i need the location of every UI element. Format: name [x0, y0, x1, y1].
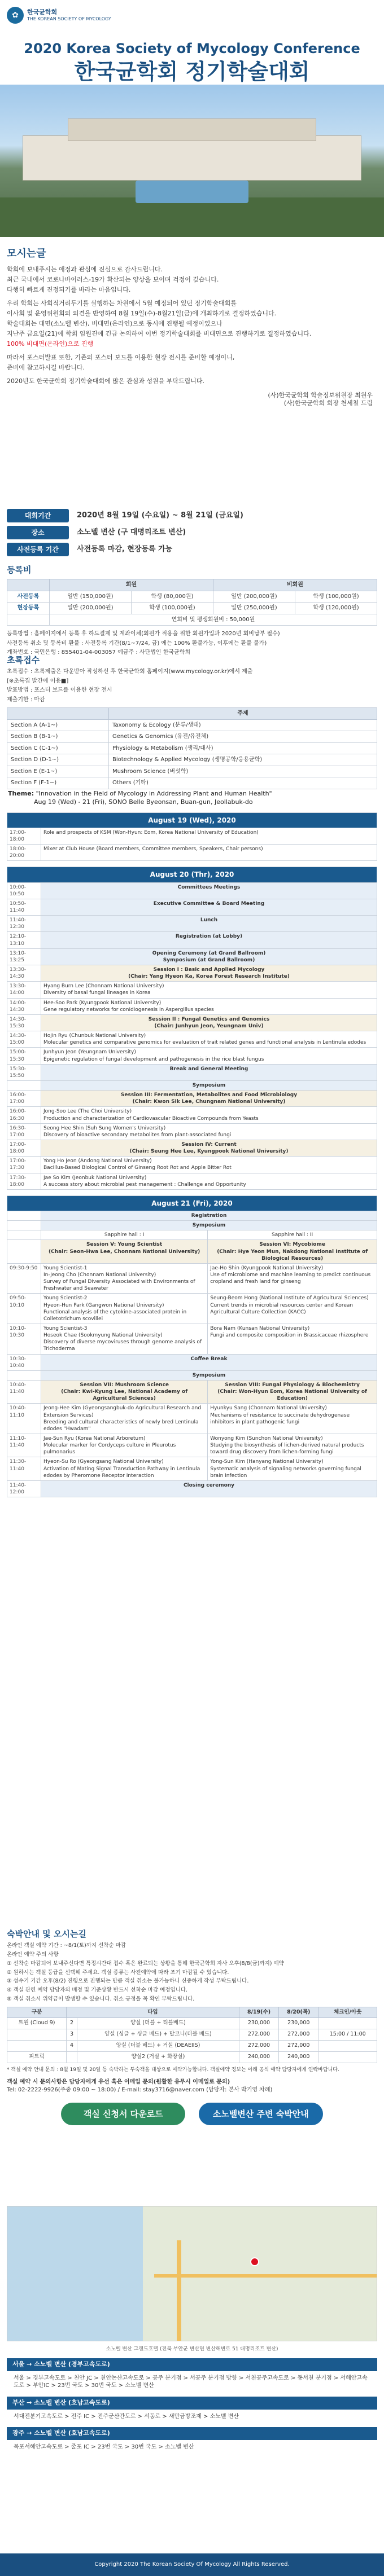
date-label: 대회기간: [7, 509, 69, 522]
abstract-section: 초록접수 초록접수 : 초록제출은 다운받아 작성하신 후 한국균학회 홈페이지(www.mycology.or.kr)에서 제출 [※초록집 발간에 이용■] 발표방법 : 포스터 보드를 이용한 현장 전시 제출기한 : 마감 주제 Section A (A-1~) Taxonomy & Ecology (분류/생태) Section B (B-1~) Genetics & Genomics (유전/유전체) Section C (C-1~) Physiology & Metabolism (생리/대사) Section D (D-1~) Biotechnology & Applied Mycology (생명공학/응용균학) Section E (E-1~) Mushroom Science (버섯학) Section F (F-1~) Others (기타): [0, 654, 384, 789]
table-row: 4 양실 (더블 베드) + 거실 (DEAEIIS) 272,000 272,000: [7, 2041, 377, 2052]
table-row: 14:30-15:30 Session II : Fungal Genetics and Genomics (Chair: Junhyun Jeon, Yeungnam Univ): [7, 1014, 377, 1031]
signature-1: (사)한국균학회 학술정보위원장 최원우: [268, 391, 373, 399]
table-row: 10:50-11:40 Executive Committee & Board Meeting: [7, 899, 377, 915]
signature-2: (사)한국균학회 회장 천세철 드림: [283, 399, 373, 407]
venue-map[interactable]: [7, 2206, 377, 2341]
place-label: 장소: [7, 526, 69, 539]
table-row: 트윈 (Cloud 9) 2 양실 (더블 + 티블베드) 230,000 230,000: [7, 2018, 377, 2029]
table-row: Symposium: [7, 1221, 377, 1230]
fee-section: 등록비 회원 비회원 사전등록 일반 (150,000원) 학생 (80,000원) 일반 (200,000원) 학생 (100,000원) 현장등록 일반 (200,000원) 학생 (100,000원) 일반 (250,000원) 학생 (120,000원) 연회비 및 평생회원비 : 50,000원 등록방법 : 홈페이지에서 등록 후 하드결제 및 계좌이체(회원가 적용을 위한 회원가입과 2020년 회비납부 필수) 사전등록 취소 및 등록비 환불 : 사전등록 기간(8/1~7/24, 금) 에는 100% 환불가능, 이후에는 환불 불가) 계좌번호 : 국민은행 : 855401-04-003057 예금주 : 사단법인 한국균학회: [0, 564, 384, 658]
greeting-section: 모시는글 학회에 보내주시는 애정과 관심에 진심으로 감사드립니다. 최근 국내에서 코로나바이러스-19가 확산되는 양상을 보이며 걱정이 깊습니다. 다행히 빠르게 진정되기를 바라는 마음입니다. 우리 학회는 사회적거리두기를 실행하는 차원에서 5월 예정되어 있던 정기학술대회를 이사회 및 운영위원회의 의견을 반영하여 8월 19일(수)-8월21일(금)에 개최하기로 결정하였습니다. 학술대회는 대면(소노벨 변산), 비대면(온라인)으로 동시에 진행될 예정이었으나 지난주 금요일(21)에 학회 임원진에 긴급 논의하여 이번 정기학술대회를 비대면으로 진행하기로 결정하였습니다. 100% 비대면(온라인)으로 진행 따라서 포스터발표 또한, 기존의 포스터 보드를 이용한 현장 전시를 준비할 예정이니, 준비에 참고하시길 바랍니다. 2020년도 한국균학회 정기학술대회에 많은 관심과 성원을 부탁드립니다. (사)한국균학회 학술정보위원장 최원우 (사)한국균학회 회장 천세철 드림: [0, 247, 384, 408]
day1-header: August 19 (Wed), 2020: [7, 812, 377, 828]
online-notice: 100% 비대면(온라인)으로 진행: [7, 340, 94, 348]
table-row: 사전등록 일반 (150,000원) 학생 (80,000원) 일반 (200,000원) 학생 (100,000원): [7, 591, 377, 603]
table-row: Section B (B-1~) Genetics & Genomics (유전/유전체): [7, 731, 377, 743]
table-row: 15:30-15:50 Break and General Meeting: [7, 1064, 377, 1080]
table-row: 17:00-18:00 Role and prospects of KSM (Won-Hyun: Eom, Korea National University of Education): [7, 828, 377, 844]
table-row: 11:10-11:40 Jae-Sun Ryu (Korea National Arboretum) Molecular marker for Cordyceps culture in Pleurotus pulmonarius Wonyong Kim (Sunchon National University) Studying the biosynthesis of lichen-derived natural products toward drug discovery from lichen-forming fungi: [7, 1434, 377, 1457]
table-row: Sapphire hall : I Sapphire hall : II: [7, 1230, 377, 1240]
theme-text: "Innovation in the Field of Mycology in Addressing Plant and Human Health": [36, 790, 272, 797]
program-day1-table: [7, 812, 377, 861]
registration-period-label: 사전등록 기간: [7, 543, 69, 556]
table-row: 10:10-10:30 Young Scientist-3 Hoseok Chae (Sookmyung National University) Discovery of diverse mycoviruses through genome analysis of Trichoderma Bora Nam (Kunsan National University) Fungi and composite composition in Brassicaceae rhizosphere: [7, 1324, 377, 1354]
table-row: 11:40-12:30 Lunch: [7, 916, 377, 932]
theme-subtitle: Aug 19 (Wed) - 21 (Fri), SONO Belle Byeonsan, Buan-gun, Jeollabuk-do: [34, 798, 253, 806]
mushroom-logo-icon: ✿: [7, 7, 24, 24]
day3-header: August 21 (Fri), 2020: [7, 1195, 377, 1211]
table-row: 3 양실 (싱글 + 싱글 베드) + 발코니(더블 베드) 272,000 272,000 15:00 / 11:00: [7, 2029, 377, 2041]
table-row: Symposium: [7, 1370, 377, 1380]
program-day3-table: [7, 1195, 377, 1497]
table-row: [7, 1195, 377, 1211]
room-form-download-button[interactable]: 객실 신청서 다운로드: [61, 2103, 185, 2125]
table-row: 11:30-11:40 Hyeon-Su Ro (Gyeongsang National University) Activation of Mating Signal Transduction Pathway in Lentinula edodes by Pheromone Receptor Interaction Yong-Sun Kim (Hanyang National University) Systematic analysis of signaling networks governing fungal brain infection: [7, 1457, 377, 1480]
table-row: 09:50-10:10 Young Scientist-2 Hyeon-Hun Park (Gangwon National University) Functional analysis of the cytokine-associated protein in Colletotrichum scovillei Seung-Beom Hong (National Institute of Agricultural Sciences) Current trends in microbial resources center and Korean Agricultural Culture Collection (KACC): [7, 1294, 377, 1324]
footer: Copyright 2020 The Korean Society Of Mycology All Rights Reserved.: [0, 2553, 384, 2576]
topics-table: [7, 707, 377, 789]
table-row: [7, 812, 377, 828]
table-row: 18:00-20:00 Mixer at Club House (Board members, Committee members, Speakers, Chair persons): [7, 845, 377, 861]
table-row: 13:10-13:25 Opening Ceremony (at Grand Ballroom) Symposium (at Grand Ballroom): [7, 948, 377, 965]
route-2-header: 부산 → 소노벨 변산 (호남고속도로): [7, 2397, 377, 2410]
route-3-header: 광주 → 소노벨 변산 (호남고속도로): [7, 2427, 377, 2440]
conference-title-ko: 한국균학회 정기학술대회: [74, 59, 310, 84]
venue-pin-icon: [250, 2257, 259, 2266]
header: [0, 0, 384, 35]
route-1-header: 서울 → 소노벨 변산 (경부고속도로): [7, 2358, 377, 2371]
table-row: 10:00-10:50 Committees Meetings: [7, 882, 377, 899]
table-row: 현장등록 일반 (200,000원) 학생 (100,000원) 일반 (250,000원) 학생 (120,000원): [7, 603, 377, 614]
date-value: 2020년 8월 19일 (수요일) ~ 8월 21일 (금요일): [77, 511, 243, 520]
table-row: 14:00-14:30 Hee-Soo Park (Kyungpook National University) Gene regulatory networks for conidiogenesis in Aspergillus species: [7, 998, 377, 1014]
table-row: Section D (D-1~) Biotechnology & Applied Mycology (생명공학/응용균학): [7, 754, 377, 766]
table-row: 10:40-11:10 Jeong-Hee Kim (Gyeongsangbuk-do Agricultural Research and Extension Services) Breeding and cultural characteristics of newly bred Lentinula edodes "Hwadam" Hyunkyu Sang (Chonnam National University) Mechanisms of resistance to succinate dehydrogenase inhibitors in plant pathogenic fungi: [7, 1404, 377, 1434]
table-row: 10:40-11:40 Session VII: Mushroom Science (Chair: Kwi-Kyung Lee, National Academy of Agricultural Sciences) Session VIII: Fungal Physiology & Biochemistry (Chair: Won-Hyun Eom, Korea National University of Education): [7, 1380, 377, 1403]
table-row: Section F (F-1~) Others (기타): [7, 777, 377, 789]
fee-title: 등록비: [7, 565, 32, 575]
table-row: Symposium: [7, 1081, 377, 1091]
abstract-title: 초록접수: [7, 655, 40, 665]
table-row: Section E (E-1~) Mushroom Science (버섯학): [7, 766, 377, 777]
conference-title-en: 2020 Korea Society of Mycology Conference: [24, 41, 360, 56]
routes-section: 서울 → 소노벨 변산 (경부고속도로) 서울 > 경부고속도로 > 천안 JC > 천안논산고속도로 > 공주 분기점 > 서공주 분기점 방향 > 서천공주고속도로 > 동서천 분기점 > 서해안고속도로 > 부안IC > 23번 국도 > 30번 국도 > 소노벨 변산 부산 → 소노벨 변산 (호남고속도로) 서대전분기고속도로 > 전주 IC > 전주군산간도로 > 서동로 > 새만금방조제 > 소노벨 변산 광주 → 소노벨 변산 (호남고속도로) 목포서해안고속도로 > 줄포 IC > 23번 국도 > 30번 국도 > 소노벨 변산: [0, 2358, 384, 2455]
logo-korean-name: 한국균학회: [27, 8, 58, 16]
table-row: 연회비 및 평생회원비 : 50,000원: [7, 614, 377, 626]
table-row: 17:00-18:00 Session IV: Current (Chair: Seung Hee Lee, Kyungpook National University): [7, 1140, 377, 1156]
table-row: Registration: [7, 1211, 377, 1221]
table-row: 13:30-14:30 Session I : Basic and Applied Mycology (Chair: Yang Hyeon Ka, Korea Forest Research Institute): [7, 965, 377, 982]
nearby-lodging-button[interactable]: 소노벨변산 주변 숙박안내: [199, 2103, 323, 2125]
fee-table: [7, 579, 377, 626]
table-row: 17:00-17:30 Yong Ho Jeon (Andong National University) Bacillus-Based Biological Control of Ginseng Root Rot and Apple Bitter Rot: [7, 1157, 377, 1173]
table-row: 13:30-14:00 Hyang Burn Lee (Chonnam National University) Diversity of basal fungal lineages in Korea: [7, 982, 377, 998]
registration-period-value: 사전등록 마감, 현장등록 가능: [77, 545, 173, 554]
table-row: 10:30-10:40 Coffee Break: [7, 1354, 377, 1370]
room-rate-table: [7, 2007, 377, 2063]
society-logo[interactable]: [7, 7, 111, 24]
table-row: 구분 타입 8/19(수) 8/20(목) 체크인/아웃: [7, 2007, 377, 2018]
table-row: 11:40-12:00 Closing ceremony: [7, 1480, 377, 1497]
table-row: 12:10-13:10 Registration (at Lobby): [7, 932, 377, 948]
table-row: 14:30-15:00 Hojin Ryu (Chunbuk National University) Molecular genetics and comparative genomics for evaluation of trait related genes and functional analysis in Lentinula edodes: [7, 1031, 377, 1048]
table-row: 16:00-17:00 Session III: Fermentation, Metabolites and Food Microbiology (Chair: Kwon Sik Lee, Chungnam National University): [7, 1091, 377, 1107]
program-section: Theme: "Innovation in the Field of Mycology in Addressing Plant and Human Health" Aug 19 (Wed) - 21 (Fri), SONO Belle Byeonsan, Buan-gun, Jeollabuk-do August 19 (Wed), 2020 17:00-18:00 Role and prospects of KSM (Won-Hyun: Eom, Korea National University of Education) 18:00-20:00 Mixer at Club House (Board members, Committee members, Speakers, Chair persons) August 20 (Thr), 2020 10:00-10:50 Committees Meetings 10:50-11:40 Executive Committee & Board Meeting 11:40-12:30 Lunch 12:10-13:10 Registration (at Lobby) 13:10-13:25 Opening Ceremony (at Grand Ballroom) Symposium (at Grand Ballroom) 13:30-14:30 Session I : Basic and Applied Mycology (Chair: Yang Hyeon Ka, Korea Forest Research Institute) 13:30-14:00 Hyang Burn Lee (Chonnam National University) Diversity of basal fungal lineages in Korea 14:00-14:30 Hee-Soo Park (Kyungpook National University) Gene regulatory networks for conidiogenesis in Aspergillus species 14:30-15:30 Session II : Fungal Genetics and Genomics (Chair: Junhyun Jeon, Yeungnam Univ) 14:30-15:00 Hojin Ryu (Chunbuk National University) Molecular genetics and comparative genomics for evaluation of trait related genes and functional analysis in Lentinula edodes 15:00-15:30 Junhyun Jeon (Yeungnam University) Epigenetic regulation of fungal development and pathogenesis in the rice blast fungus 15:30-15:50 Break and General Meeting Symposium 16:00-17:00 Session III: Fermentation, Metabolites and Food Microbiology (Chair: Kwon Sik Lee, Chungnam National University) 16:00-16:30 Jong-Soo Lee (The Choi University) Production and characterization of Cardiovascular Bioactive Compounds from Yeasts 16:30-17:00 Seong Hee Shin (Suh Sung Women's University) Discovery of bioactive secondary metabolites from plant-associated fungi 17:00-18:00 Session IV: Current (Chair: Seung Hee Lee, Kyungpook National University) 17:00-17:30 Yong Ho Jeon (Andong National University) Bacillus-Based Biological Control of Ginseng Root Rot and Apple Bitter Rot 17:30-18:00 Jae So Kim (Jeonbuk National University) A success story about microbial pest management : Challenge and Opportunity August 21 (Fri), 2020 Registration Symposium Sapphire hall : I Sapphire hall : II Session V: Young Scientist (Chair: Seon-Hwa Lee, Chonnam National University) Session VI: Mycobiome (Chair: Hye Yeon Mun, Nakdong National Institute of Biological Resources) 09:30-9:50 Young Scientist-1 In-Jeong Cho (Chonnam National University) Survey of Fungal Diversity Associated with Environments of Freshwater and Seawater Jae-Ho Shin (Kyungpook National University) Use of microbiome and machine learning to predict continuous cropland and fresh land for ginseng 09:50-10:10 Young Scientist-2 Hyeon-Hun Park (Gangwon National University) Functional analysis of the cytokine-associated protein in Colletotrichum scovillei Seung-Beom Hong (National Institute of Agricultural Sciences) Current trends in microbial resources center and Korean Agricultural Culture Collection (KACC) 10:10-10:30 Young Scientist-3 Hoseok Chae (Sookmyung National University) Discovery of diverse mycoviruses through genome analysis of Trichoderma Bora Nam (Kunsan National University) Fungi and composite composition in Brassicaceae rhizosphere 10:30-10:40 Coffee Break Symposium 10:40-11:40 Session VII: Mushroom Science (Chair: Kwi-Kyung Lee, National Academy of Agricultural Sciences) Session VIII: Fungal Physiology & Biochemistry (Chair: Won-Hyun Eom, Korea National University of Education) 10:40-11:10 Jeong-Hee Kim (Gyeongsangbuk-do Agricultural Research and Extension Services) Breeding and cultural characteristics of newly bred Lentinula edodes "Hwadam" Hyunkyu Sang (Chonnam National University) Mechanisms of resistance to succinate dehydrogenase inhibitors in plant pathogenic fungi 11:10-11:40 Jae-Sun Ryu (Korea National Arboretum) Molecular marker for Cordyceps culture in Pleurotus pulmonarius Wonyong Kim (Sunchon National University) Studying the biosynthesis of lichen-derived natural products toward drug discovery from lichen-forming fungi 11:30-11:40 Hyeon-Su Ro (Gyeongsang National University) Activation of Mating Signal Transduction Pathway in Lentinula edodes by Pheromone Receptor Interaction Yong-Sun Kim (Hanyang National University) Systematic analysis of signaling networks governing fungal brain infection 11:40-12:00 Closing ceremony: [0, 790, 384, 1497]
accommodation-title: 숙박안내 및 오시는길: [7, 1929, 86, 1939]
table-row: Section A (A-1~) Taxonomy & Ecology (분류/생태): [7, 719, 377, 731]
greeting-title: 모시는글: [7, 248, 46, 260]
table-row: Section C (C-1~) Physiology & Metabolism (생리/대사): [7, 742, 377, 754]
day2-header: August 20 (Thr), 2020: [7, 867, 377, 882]
table-row: [7, 867, 377, 882]
table-row: 16:00-16:30 Jong-Soo Lee (The Choi University) Production and characterization of Cardiovascular Bioactive Compounds from Yeasts: [7, 1107, 377, 1123]
table-row: Session V: Young Scientist (Chair: Seon-Hwa Lee, Chonnam National University) Session VI: Mycobiome (Chair: Hye Yeon Mun, Nakdong National Institute of Biological Resources): [7, 1240, 377, 1263]
logo-english-name: THE KOREAN SOCIETY OF MYCOLOGY: [27, 16, 111, 21]
table-row: 17:30-18:00 Jae So Kim (Jeonbuk National University) A success story about microbial pest management : Challenge and Opportunity: [7, 1173, 377, 1189]
venue-photo: [0, 85, 384, 237]
map-caption: 소노벨 변산 그랜드호텔 (전북 부안군 변산면 변산해변로 51 대명리조트 변산): [106, 2346, 278, 2352]
accommodation-section: 숙박안내 및 오시는길 온라인 객실 예약 기간 : ~8/1(토)까지 선착순 마감 온라인 예약 주의 사항 ① 선착순 마감되어 보내주신다면 특정시간대 접수 혹은 완료되는 상황을 통해 한국균학회 자사 오후(8/8(금)까지) 예약 ② 원하시는 객실 등급을 선택해 주세요. 객실 종류는 사전예약에 따라 조기 마감될 수 있습니다. ③ 성수기 기간 오후(8/2) 진행으로 진행되는 만큼 객실 취소는 불가능하니 신중하게 작성 부탁드립니다. ④ 객실 관련 예약 담당자의 배정 및 기준상황 반드시 선착순 마감 예정입니다. ⑤ 객실 취소시 위약금이 발생할 수 있습니다. 취소 규정을 꼭 확인 부탁드립니다. 구분 타입 8/19(수) 8/20(목) 체크인/아웃 트윈 (Cloud 9) 2 양실 (더블 + 티블베드) 230,000 230,000 3 양실 (싱글 + 싱글 베드) + 발코니(더블 베드) 272,000 272,000 15:00 / 11:00 4 양실 (더블 베드) + 거실 (DEAEIIS) 272,000 272,000 피트릭 양실2 (거실 + 화장실) 240,000 240,000 * 객실 예약 안내 문의 : 8월 19일 및 20일 등 숙박하는 투숙객을 대상으로 예약가능합니다. 객실예약 정보는 아래 공식 예약 담당자에게 연락바랍니다. 객실 예약 시 문의사항은 담당자에게 유선 혹은 이메일 문의(원활한 유무시 이메일로 문의) Tel: 02-2222-9926(주중 09:00 ~ 18:00) / E-mail: stay3716@naver.com (담당자: 본사 박기영 차례) 객실 신청서 다운로드 소노벨변산 주변 숙박안내: [0, 1928, 384, 2125]
place-value: 소노벨 변산 (구 대명리조트 변산): [77, 528, 186, 537]
table-row: 16:30-17:00 Seong Hee Shin (Suh Sung Women's University) Discovery of bioactive secondary metabolites from plant-associated fungi: [7, 1123, 377, 1140]
table-row: 09:30-9:50 Young Scientist-1 In-Jeong Cho (Chonnam National University) Survey of Fungal Diversity Associated with Environments of Freshwater and Seawater Jae-Ho Shin (Kyungpook National University) Use of microbiome and machine learning to predict continuous cropland and fresh land for ginseng: [7, 1263, 377, 1294]
table-row: 회원 비회원: [7, 579, 377, 591]
program-day2-table: [7, 867, 377, 1189]
table-row: 피트릭 양실2 (거실 + 화장실) 240,000 240,000: [7, 2051, 377, 2063]
event-info: [0, 507, 384, 559]
table-row: 15:00-15:30 Junhyun Jeon (Yeungnam University) Epigenetic regulation of fungal development and pathogenesis in the rice blast fungus: [7, 1048, 377, 1064]
table-row: 주제: [7, 708, 377, 720]
